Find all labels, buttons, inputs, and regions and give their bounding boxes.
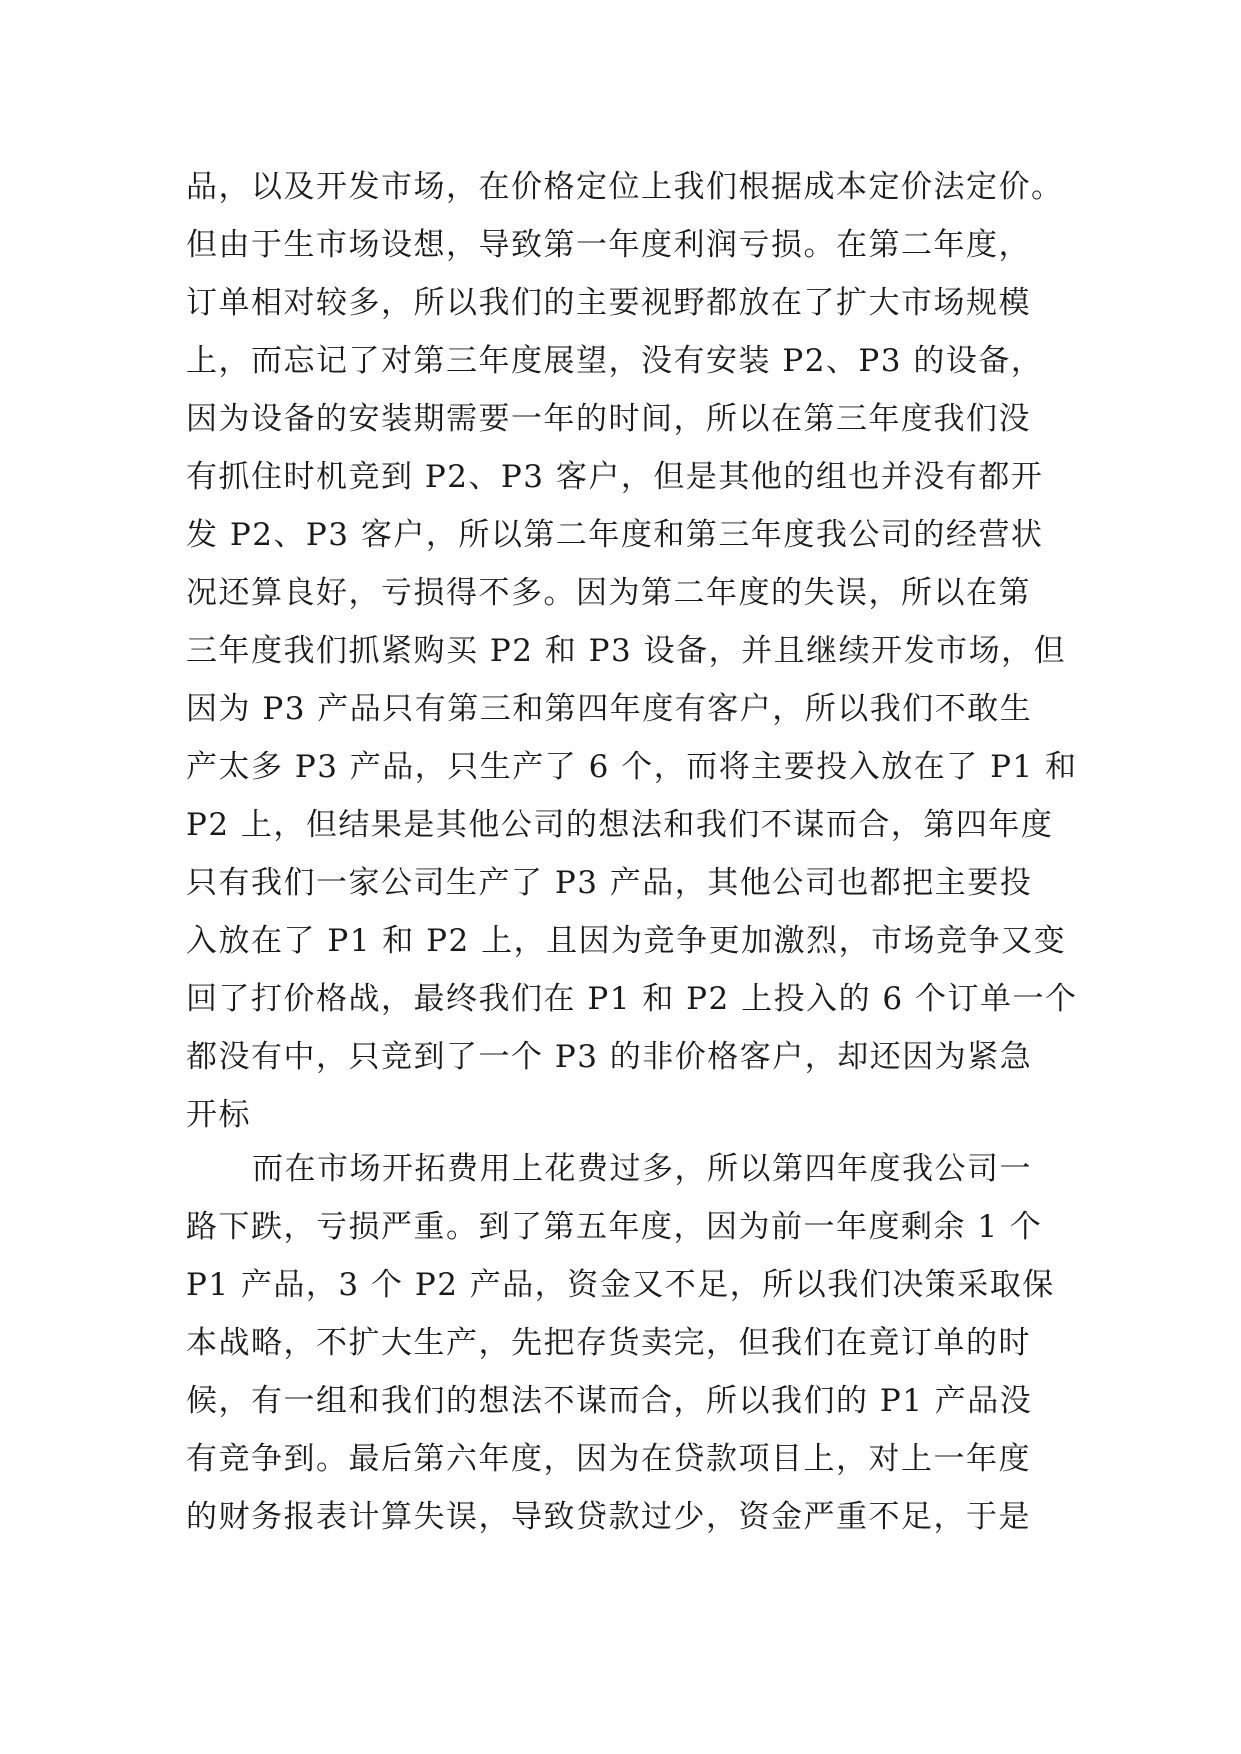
paragraph-line: 候，有一组和我们的想法不谋而合，所以我们的 P1 产品没 — [186, 1383, 1033, 1419]
paragraph-line: 回了打价格战，最终我们在 P1 和 P2 上投入的 6 个订单一个 — [186, 981, 1078, 1017]
paragraph-line: 品，以及开发市场，在价格定位上我们根据成本定价法定价。 — [186, 169, 1064, 205]
paragraph-line: P2 上，但结果是其他公司的想法和我们不谋而合，第四年度 — [186, 807, 1054, 843]
paragraph-line: 况还算良好，亏损得不多。因为第二年度的失误，所以在第 — [186, 575, 1031, 611]
paragraph-line: 路下跌，亏损严重。到了第五年度，因为前一年度剩余 1 个 — [186, 1209, 1043, 1245]
paragraph-line: 而在市场开拓费用上花费过多，所以第四年度我公司一 — [252, 1151, 1032, 1187]
paragraph-line: 发 P2、P3 客户，所以第二年度和第三年度我公司的经营状 — [186, 517, 1044, 553]
paragraph-line: 入放在了 P1 和 P2 上，且因为竞争更加激烈，市场竞争又变 — [186, 923, 1067, 959]
paragraph-line: 订单相对较多，所以我们的主要视野都放在了扩大市场规模 — [186, 285, 1031, 321]
paragraph-line: 只有我们一家公司生产了 P3 产品，其他公司也都把主要投 — [186, 865, 1033, 901]
paragraph-line: 因为 P3 产品只有第三和第四年度有客户，所以我们不敢生 — [186, 691, 1033, 727]
paragraph-line: 的财务报表计算失误，导致贷款过少，资金严重不足，于是 — [186, 1499, 1031, 1535]
paragraph-line: 三年度我们抓紧购买 P2 和 P3 设备，并且继续开发市场，但 — [186, 633, 1067, 669]
paragraph-line: 产太多 P3 产品，只生产了 6 个，而将主要投入放在了 P1 和 — [186, 749, 1078, 785]
paragraph-line: 开标 — [186, 1097, 251, 1133]
paragraph-line: 有抓住时机竞到 P2、P3 客户，但是其他的组也并没有都开 — [186, 459, 1044, 495]
paragraph-line: 都没有中，只竞到了一个 P3 的非价格客户，却还因为紧急 — [186, 1039, 1033, 1075]
paragraph-1 — [186, 158, 1078, 1144]
paragraph-line: 本战略，不扩大生产，先把存货卖完，但我们在竟订单的时 — [186, 1325, 1031, 1361]
paragraph-line: 有竞争到。最后第六年度，因为在贷款项目上，对上一年度 — [186, 1441, 1031, 1477]
paragraph-line: 上，而忘记了对第三年度展望，没有安装 P2、P3 的设备， — [186, 343, 1044, 379]
paragraph-line: 但由于生市场设想，导致第一年度利润亏损。在第二年度， — [186, 227, 1031, 263]
paragraph-2 — [186, 1140, 1066, 1546]
paragraph-line: 因为设备的安装期需要一年的时间，所以在第三年度我们没 — [186, 401, 1031, 437]
paragraph-line: P1 产品，3 个 P2 产品，资金又不足，所以我们决策采取保 — [186, 1267, 1055, 1303]
